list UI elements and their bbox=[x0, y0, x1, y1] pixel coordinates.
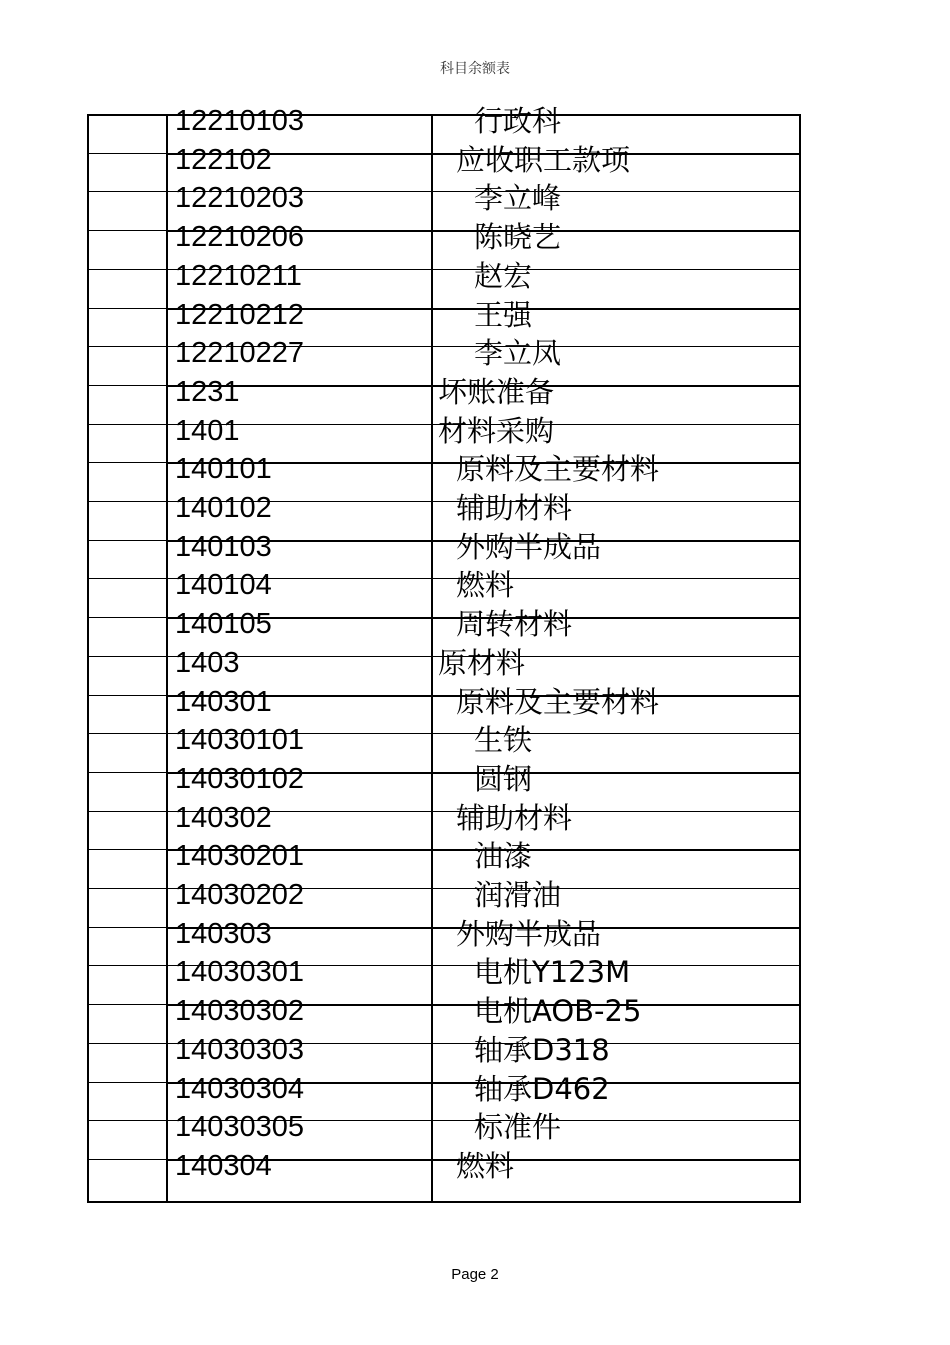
account-code: 140104 bbox=[175, 569, 272, 602]
account-name: 辅助材料 bbox=[456, 800, 573, 835]
account-name: 赵宏 bbox=[474, 258, 533, 293]
account-code: 12210212 bbox=[175, 298, 305, 331]
account-code: 12210203 bbox=[175, 182, 305, 215]
account-code: 1403 bbox=[175, 646, 240, 679]
account-code: 14030102 bbox=[175, 762, 305, 795]
account-name: 润滑油 bbox=[474, 878, 562, 912]
account-code: 14030305 bbox=[175, 1111, 305, 1144]
account-code: 140304 bbox=[175, 1149, 272, 1182]
account-name: 油漆 bbox=[474, 839, 533, 874]
account-code: 12210206 bbox=[175, 221, 305, 254]
account-name: 圆钢 bbox=[474, 761, 533, 796]
account-code: 140105 bbox=[175, 608, 272, 641]
account-code: 12210227 bbox=[175, 337, 305, 370]
account-code: 140102 bbox=[175, 492, 272, 524]
account-code: 12210211 bbox=[175, 259, 302, 292]
account-name: 燃料 bbox=[456, 1148, 515, 1183]
account-code: 140302 bbox=[175, 801, 272, 834]
account-name: 外购半成品 bbox=[456, 916, 602, 951]
page-header-title: 科目余额表 bbox=[440, 61, 510, 77]
account-name: 行政科 bbox=[474, 104, 562, 138]
account-code: 140103 bbox=[175, 530, 272, 563]
account-code: 14030101 bbox=[175, 724, 305, 757]
account-code: 14030301 bbox=[175, 956, 305, 989]
account-name: 应收职工款项 bbox=[456, 142, 631, 177]
account-code: 14030201 bbox=[175, 840, 305, 873]
account-name: 李立峰 bbox=[474, 181, 562, 216]
account-code: 140301 bbox=[175, 685, 272, 718]
account-name: 李立凤 bbox=[474, 336, 562, 371]
table-row bbox=[87, 1148, 799, 1198]
account-name: 周转材料 bbox=[456, 607, 573, 642]
account-code: 14030304 bbox=[175, 1072, 305, 1105]
account-code: 122102 bbox=[175, 143, 272, 176]
account-name: 陈晓艺 bbox=[474, 220, 562, 255]
account-code: 14030202 bbox=[175, 879, 305, 911]
account-code: 1401 bbox=[175, 414, 240, 447]
account-name: 外购半成品 bbox=[456, 529, 602, 564]
account-name: 轴承D462 bbox=[474, 1071, 610, 1106]
account-name: 王强 bbox=[474, 297, 533, 332]
account-name: 原材料 bbox=[438, 645, 526, 680]
account-name: 电机AOB-25 bbox=[474, 994, 642, 1029]
account-code: 1231 bbox=[175, 375, 240, 408]
account-code: 140101 bbox=[175, 453, 272, 486]
account-name: 燃料 bbox=[456, 568, 515, 603]
account-code: 14030302 bbox=[175, 995, 305, 1028]
account-name: 电机Y123M bbox=[474, 955, 631, 990]
account-name: 原料及主要材料 bbox=[456, 452, 660, 487]
account-name: 轴承D318 bbox=[474, 1032, 610, 1067]
account-balance-table bbox=[87, 104, 799, 1201]
account-name: 标准件 bbox=[474, 1110, 562, 1145]
account-name: 原料及主要材料 bbox=[456, 684, 660, 719]
account-code: 12210103 bbox=[175, 105, 305, 137]
account-code: 14030303 bbox=[175, 1033, 305, 1066]
account-code: 140303 bbox=[175, 917, 272, 950]
account-name: 生铁 bbox=[474, 723, 533, 758]
account-name: 材料采购 bbox=[438, 413, 555, 448]
page-number: Page 2 bbox=[451, 1266, 499, 1283]
account-name: 辅助材料 bbox=[456, 491, 573, 525]
account-name: 坏账准备 bbox=[438, 374, 555, 409]
